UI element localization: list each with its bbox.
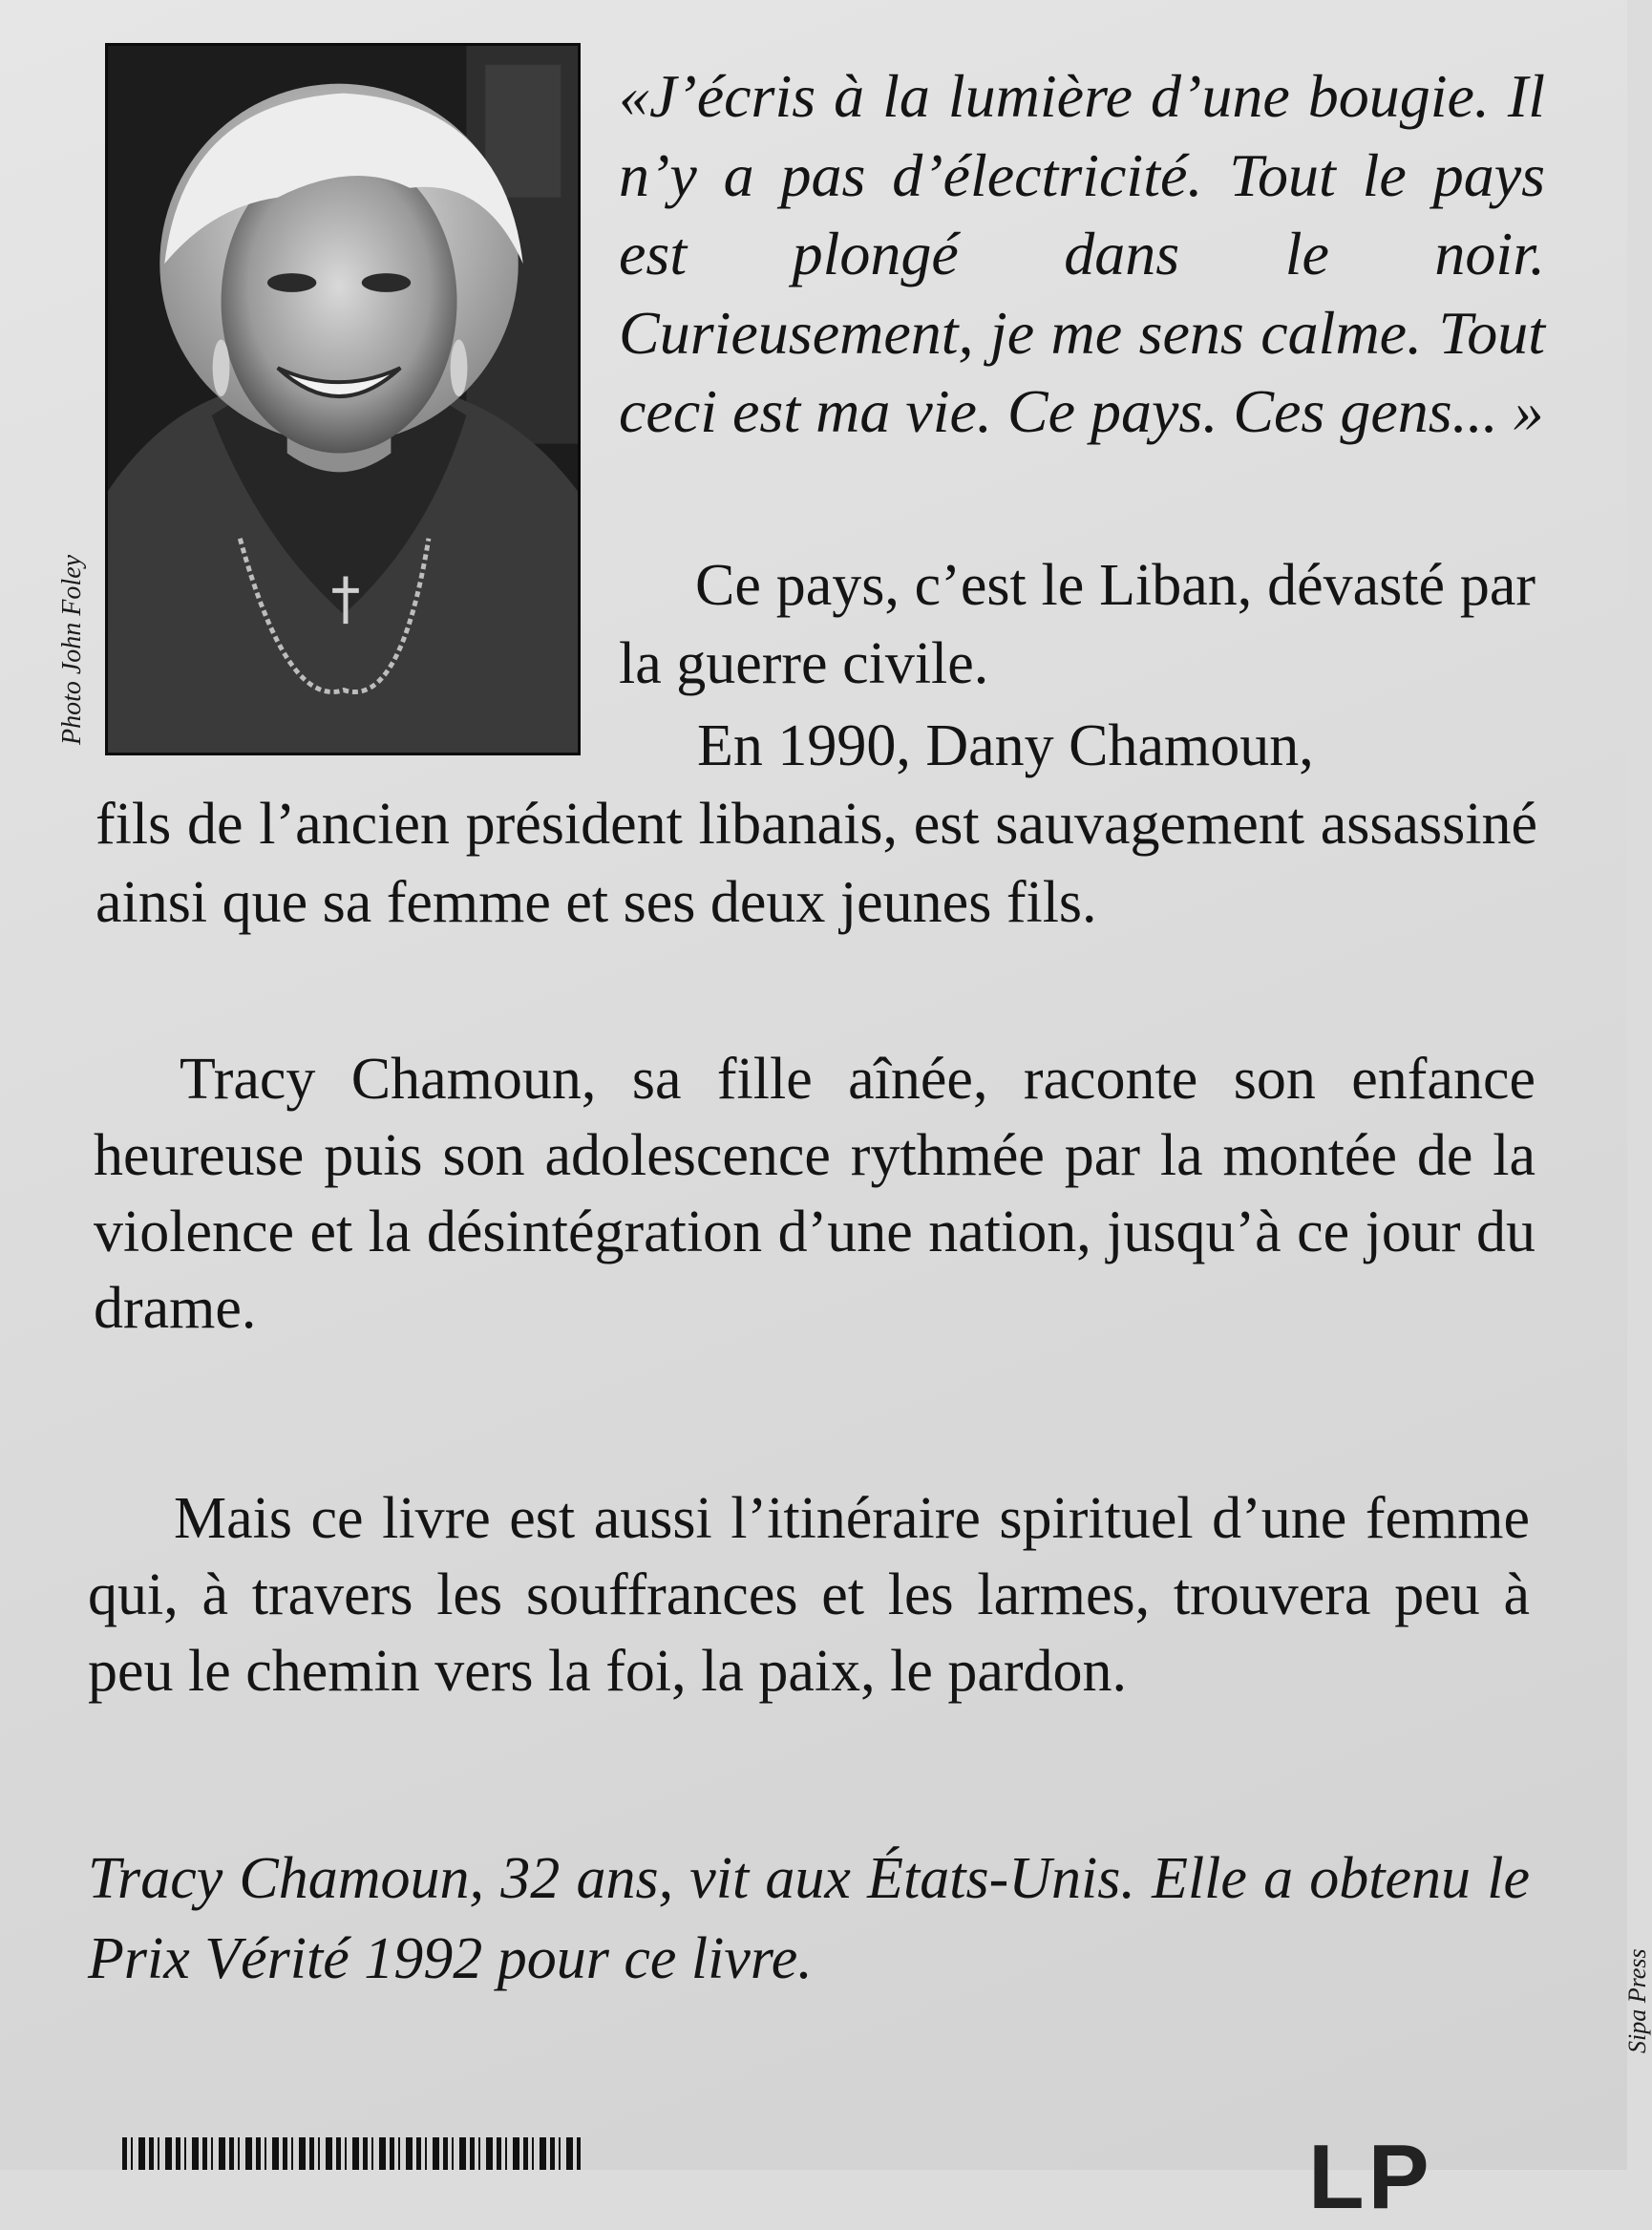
paragraph-lebanon: Ce pays, c’est le Liban, dévasté par la guerre civile. — [619, 553, 1536, 696]
publisher-logo: LP — [1308, 2126, 1433, 2228]
paragraph-assassination — [95, 707, 1537, 942]
paragraph-assassination-first-line: En 1990, Dany Chamoun, — [697, 713, 1314, 778]
author-photo — [105, 43, 581, 755]
opening-quote: «J’écris à la lumière d’une bougie. Il n’y a pas d’électricité. Tout le pays est plongé dans le noir. Curieusement, je me sens calme. Tout ceci est ma vie. Ce pays. Ces gens... » — [619, 62, 1545, 445]
side-photo-credit: Sipa Press — [1623, 1948, 1651, 2053]
barcode — [122, 2137, 581, 2170]
paragraph-childhood: Tracy Chamoun, sa fille aînée, raconte son enfance heureuse puis son adolescence rythmée par la montée de la violence et la désintégration d’une nation, jusqu’à ce jour du drame. — [94, 1047, 1536, 1341]
photo-credit: Photo John Foley — [57, 554, 87, 745]
paragraph-spiritual: Mais ce livre est aussi l’itinéraire spirituel d’une femme qui, à travers les souffrances et les larmes, trouvera peu à peu le chemin vers la foi, la paix, le pardon. — [88, 1486, 1530, 1704]
portrait-image — [108, 46, 578, 753]
paragraph-assassination-rest: fils de l’ancien président libanais, est sauvagement assassiné ainsi que sa femme et ses deux jeunes fils. — [95, 792, 1537, 935]
author-bio: Tracy Chamoun, 32 ans, vit aux États-Unis. Elle a obtenu le Prix Vérité 1992 pour ce livre. — [88, 1846, 1530, 1991]
